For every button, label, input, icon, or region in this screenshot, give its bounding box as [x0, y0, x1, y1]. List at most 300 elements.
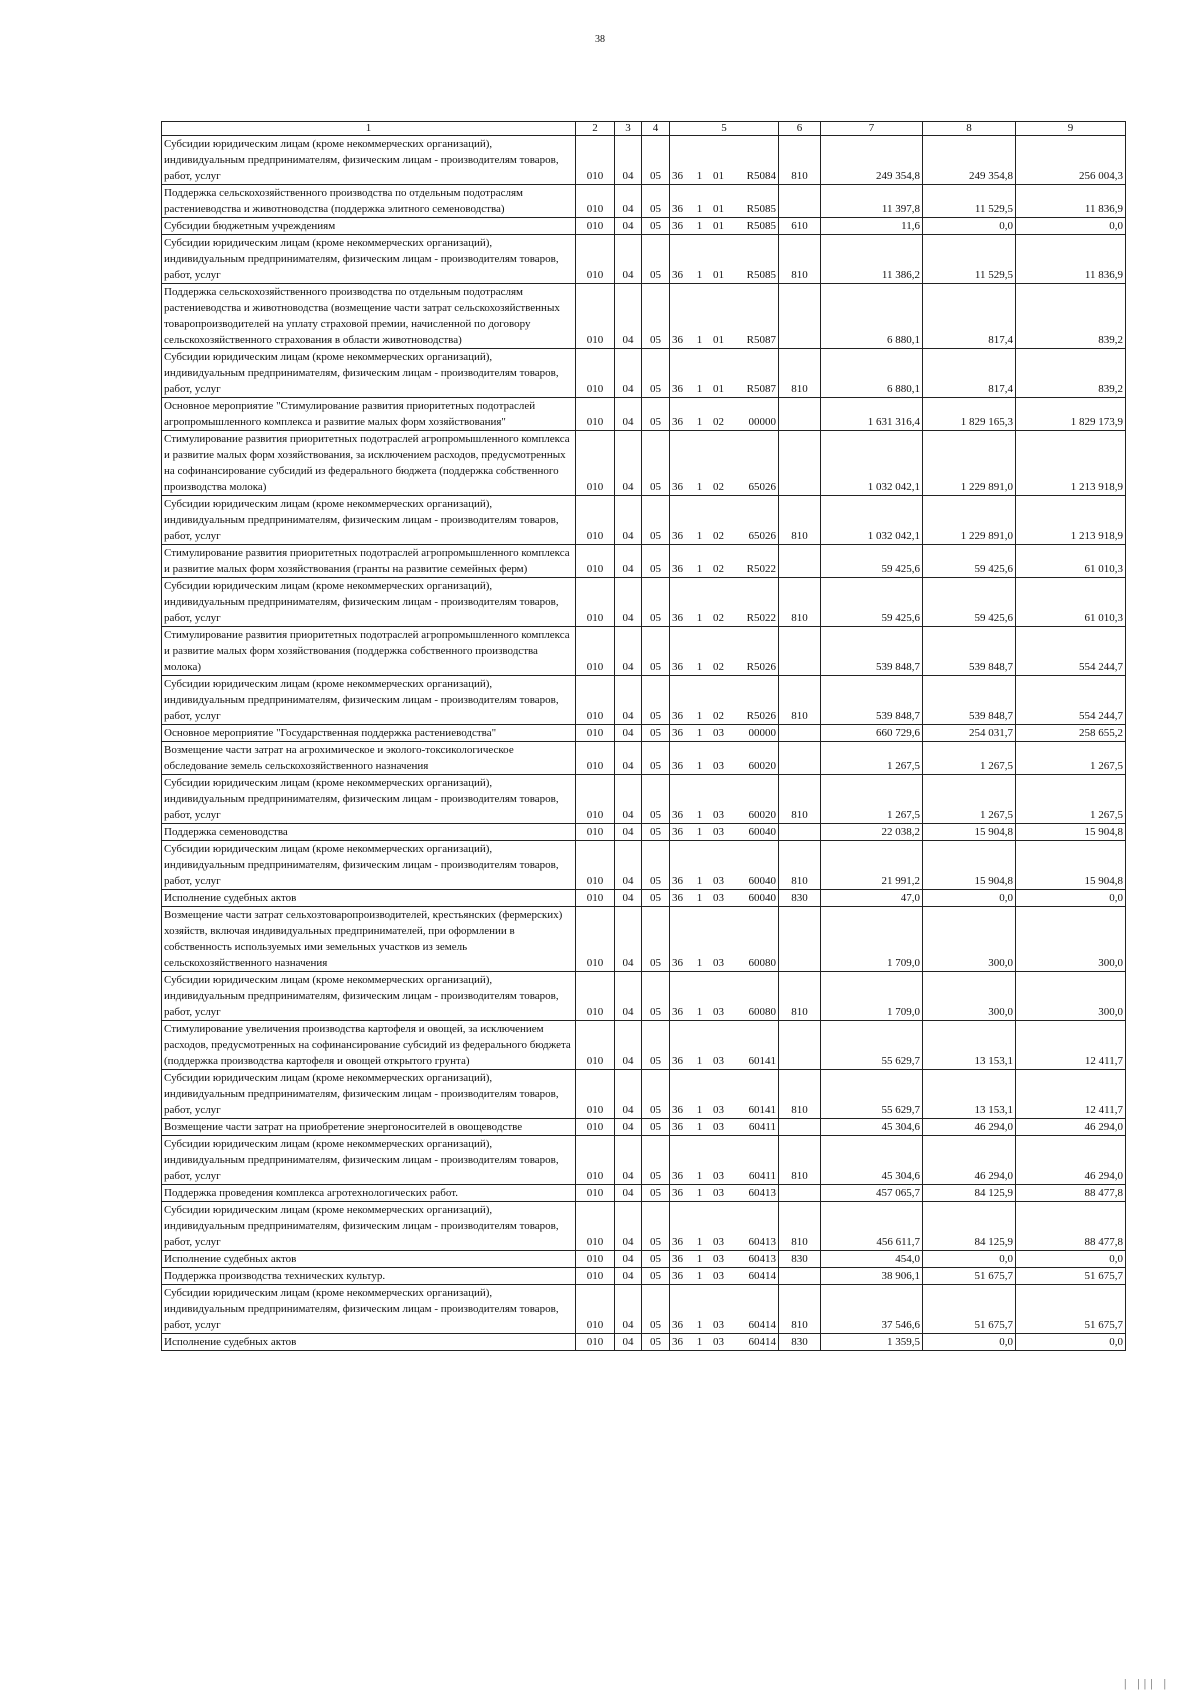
code-podrazdel: 05 [642, 742, 670, 775]
code-direction: 65026 [731, 496, 779, 545]
table-body [162, 136, 1126, 1351]
amount-year1: 454,0 [821, 1251, 923, 1268]
amount-year2: 11 529,5 [923, 185, 1016, 218]
amount-year1: 59 425,6 [821, 545, 923, 578]
code-grbs: 010 [576, 972, 615, 1021]
code-podrazdel: 05 [642, 1136, 670, 1185]
code-event: 03 [707, 1070, 731, 1119]
amount-year3: 61 010,3 [1016, 578, 1126, 627]
amount-year3: 258 655,2 [1016, 725, 1126, 742]
code-subprogram: 1 [693, 890, 707, 907]
header-cell: 2 [576, 122, 615, 136]
row-name: Поддержка сельскохозяйственного производства по отдельным подотраслям растениеводства и животноводства (возмещение части затрат сельскохозяйственных товаропроизводителей на уплату страховой премии, начисленной по договору сельскохозяйственного страхования в области животноводства) [162, 284, 576, 349]
amount-year3: 15 904,8 [1016, 841, 1126, 890]
amount-year2: 15 904,8 [923, 841, 1016, 890]
code-direction: R5026 [731, 676, 779, 725]
code-vid: 810 [779, 1136, 821, 1185]
code-subprogram: 1 [693, 742, 707, 775]
amount-year2: 539 848,7 [923, 676, 1016, 725]
amount-year3: 0,0 [1016, 890, 1126, 907]
row-name: Поддержка производства технических культур. [162, 1268, 576, 1285]
code-vid: 810 [779, 496, 821, 545]
code-direction: 60080 [731, 972, 779, 1021]
code-program: 36 [670, 1021, 693, 1070]
code-grbs: 010 [576, 775, 615, 824]
code-program: 36 [670, 284, 693, 349]
table-row [162, 1268, 1126, 1285]
code-program: 36 [670, 972, 693, 1021]
code-event: 02 [707, 496, 731, 545]
amount-year2: 51 675,7 [923, 1268, 1016, 1285]
amount-year1: 539 848,7 [821, 627, 923, 676]
code-event: 02 [707, 431, 731, 496]
code-subprogram: 1 [693, 398, 707, 431]
header-cell: 5 [670, 122, 779, 136]
code-podrazdel: 05 [642, 398, 670, 431]
code-grbs: 010 [576, 1070, 615, 1119]
code-direction: 60414 [731, 1334, 779, 1351]
amount-year2: 1 829 165,3 [923, 398, 1016, 431]
amount-year3: 1 267,5 [1016, 775, 1126, 824]
code-direction: R5026 [731, 627, 779, 676]
code-razdel: 04 [615, 627, 642, 676]
code-direction: 60413 [731, 1251, 779, 1268]
table-row [162, 349, 1126, 398]
code-program: 36 [670, 1285, 693, 1334]
row-name: Стимулирование развития приоритетных подотраслей агропромышленного комплекса и развитие малых форм хозяйствования, за исключением расходов, предусмотренных на софинансирование субсидий из федерального бюджета (поддержка собственного производства молока) [162, 431, 576, 496]
code-direction: 60411 [731, 1136, 779, 1185]
code-vid: 810 [779, 775, 821, 824]
amount-year3: 51 675,7 [1016, 1285, 1126, 1334]
scan-marks: | ||| | [1123, 1676, 1170, 1690]
code-direction: 00000 [731, 725, 779, 742]
row-name: Стимулирование развития приоритетных подотраслей агропромышленного комплекса и развитие малых форм хозяйствования (гранты на развитие семейных ферм) [162, 545, 576, 578]
code-razdel: 04 [615, 578, 642, 627]
code-vid: 810 [779, 841, 821, 890]
code-podrazdel: 05 [642, 349, 670, 398]
table-row [162, 235, 1126, 284]
code-grbs: 010 [576, 1185, 615, 1202]
code-vid [779, 1119, 821, 1136]
amount-year3: 88 477,8 [1016, 1202, 1126, 1251]
code-event: 02 [707, 398, 731, 431]
header-cell: 6 [779, 122, 821, 136]
code-podrazdel: 05 [642, 627, 670, 676]
amount-year1: 59 425,6 [821, 578, 923, 627]
table-row [162, 185, 1126, 218]
amount-year2: 1 267,5 [923, 742, 1016, 775]
amount-year1: 11 386,2 [821, 235, 923, 284]
code-subprogram: 1 [693, 1070, 707, 1119]
code-grbs: 010 [576, 725, 615, 742]
code-direction: 60414 [731, 1268, 779, 1285]
code-vid [779, 545, 821, 578]
code-program: 36 [670, 431, 693, 496]
code-podrazdel: 05 [642, 824, 670, 841]
code-vid [779, 1021, 821, 1070]
table-row [162, 431, 1126, 496]
amount-year1: 37 546,6 [821, 1285, 923, 1334]
code-razdel: 04 [615, 545, 642, 578]
code-podrazdel: 05 [642, 1202, 670, 1251]
amount-year2: 0,0 [923, 218, 1016, 235]
amount-year2: 15 904,8 [923, 824, 1016, 841]
code-subprogram: 1 [693, 136, 707, 185]
amount-year1: 11 397,8 [821, 185, 923, 218]
amount-year2: 300,0 [923, 907, 1016, 972]
code-razdel: 04 [615, 725, 642, 742]
code-razdel: 04 [615, 676, 642, 725]
amount-year2: 84 125,9 [923, 1185, 1016, 1202]
code-grbs: 010 [576, 1021, 615, 1070]
amount-year3: 0,0 [1016, 1334, 1126, 1351]
code-direction: 00000 [731, 398, 779, 431]
code-program: 36 [670, 218, 693, 235]
table-row [162, 398, 1126, 431]
code-razdel: 04 [615, 841, 642, 890]
code-podrazdel: 05 [642, 1185, 670, 1202]
code-direction: 60080 [731, 907, 779, 972]
amount-year1: 38 906,1 [821, 1268, 923, 1285]
code-razdel: 04 [615, 907, 642, 972]
amount-year1: 1 267,5 [821, 742, 923, 775]
code-event: 01 [707, 235, 731, 284]
code-razdel: 04 [615, 742, 642, 775]
code-program: 36 [670, 185, 693, 218]
code-vid: 810 [779, 1285, 821, 1334]
code-podrazdel: 05 [642, 284, 670, 349]
code-direction: R5085 [731, 185, 779, 218]
code-event: 02 [707, 627, 731, 676]
table-row [162, 1202, 1126, 1251]
code-vid: 810 [779, 972, 821, 1021]
code-event: 02 [707, 578, 731, 627]
code-subprogram: 1 [693, 725, 707, 742]
code-program: 36 [670, 676, 693, 725]
code-subprogram: 1 [693, 627, 707, 676]
code-vid: 830 [779, 890, 821, 907]
row-name: Субсидии юридическим лицам (кроме некоммерческих организаций), индивидуальным предпринимателям, физическим лицам - производителям товаров, работ, услуг [162, 841, 576, 890]
code-podrazdel: 05 [642, 185, 670, 218]
amount-year1: 6 880,1 [821, 284, 923, 349]
code-direction: 60040 [731, 824, 779, 841]
code-subprogram: 1 [693, 218, 707, 235]
table-row [162, 1070, 1126, 1119]
table-row [162, 1119, 1126, 1136]
code-podrazdel: 05 [642, 725, 670, 742]
code-program: 36 [670, 907, 693, 972]
code-direction: 60020 [731, 775, 779, 824]
code-vid: 830 [779, 1334, 821, 1351]
header-cell: 8 [923, 122, 1016, 136]
amount-year1: 1 359,5 [821, 1334, 923, 1351]
code-program: 36 [670, 1119, 693, 1136]
code-subprogram: 1 [693, 824, 707, 841]
code-razdel: 04 [615, 136, 642, 185]
code-grbs: 010 [576, 136, 615, 185]
code-event: 03 [707, 1334, 731, 1351]
amount-year3: 839,2 [1016, 284, 1126, 349]
header-cell: 4 [642, 122, 670, 136]
code-event: 03 [707, 1136, 731, 1185]
row-name: Субсидии юридическим лицам (кроме некоммерческих организаций), индивидуальным предпринимателям, физическим лицам - производителям товаров, работ, услуг [162, 136, 576, 185]
code-razdel: 04 [615, 1285, 642, 1334]
amount-year1: 22 038,2 [821, 824, 923, 841]
code-program: 36 [670, 775, 693, 824]
code-podrazdel: 05 [642, 890, 670, 907]
code-direction: R5087 [731, 349, 779, 398]
code-podrazdel: 05 [642, 1268, 670, 1285]
amount-year1: 457 065,7 [821, 1185, 923, 1202]
amount-year2: 1 229 891,0 [923, 431, 1016, 496]
amount-year2: 59 425,6 [923, 545, 1016, 578]
row-name: Субсидии юридическим лицам (кроме некоммерческих организаций), индивидуальным предпринимателям, физическим лицам - производителям товаров, работ, услуг [162, 775, 576, 824]
code-vid [779, 1185, 821, 1202]
code-subprogram: 1 [693, 676, 707, 725]
amount-year3: 46 294,0 [1016, 1136, 1126, 1185]
amount-year1: 45 304,6 [821, 1119, 923, 1136]
code-grbs: 010 [576, 349, 615, 398]
code-razdel: 04 [615, 972, 642, 1021]
code-subprogram: 1 [693, 1285, 707, 1334]
code-vid [779, 398, 821, 431]
amount-year3: 1 267,5 [1016, 742, 1126, 775]
code-razdel: 04 [615, 824, 642, 841]
code-program: 36 [670, 841, 693, 890]
amount-year3: 0,0 [1016, 218, 1126, 235]
table-row [162, 725, 1126, 742]
table-row [162, 824, 1126, 841]
table-row [162, 218, 1126, 235]
code-grbs: 010 [576, 824, 615, 841]
code-program: 36 [670, 349, 693, 398]
code-vid [779, 185, 821, 218]
code-program: 36 [670, 578, 693, 627]
code-podrazdel: 05 [642, 676, 670, 725]
code-grbs: 010 [576, 890, 615, 907]
row-name: Субсидии юридическим лицам (кроме некоммерческих организаций), индивидуальным предпринимателям, физическим лицам - производителям товаров, работ, услуг [162, 496, 576, 545]
code-razdel: 04 [615, 1070, 642, 1119]
row-name: Субсидии юридическим лицам (кроме некоммерческих организаций), индивидуальным предпринимателям, физическим лицам - производителям товаров, работ, услуг [162, 972, 576, 1021]
code-direction: 60020 [731, 742, 779, 775]
code-event: 03 [707, 1021, 731, 1070]
amount-year2: 51 675,7 [923, 1285, 1016, 1334]
code-program: 36 [670, 496, 693, 545]
amount-year3: 0,0 [1016, 1251, 1126, 1268]
amount-year3: 839,2 [1016, 349, 1126, 398]
code-vid: 810 [779, 578, 821, 627]
code-grbs: 010 [576, 742, 615, 775]
amount-year3: 554 244,7 [1016, 676, 1126, 725]
table-row [162, 1285, 1126, 1334]
amount-year1: 1 631 316,4 [821, 398, 923, 431]
code-razdel: 04 [615, 1119, 642, 1136]
code-subprogram: 1 [693, 1251, 707, 1268]
code-subprogram: 1 [693, 545, 707, 578]
code-direction: 60141 [731, 1021, 779, 1070]
amount-year2: 1 229 891,0 [923, 496, 1016, 545]
row-name: Субсидии юридическим лицам (кроме некоммерческих организаций), индивидуальным предпринимателям, физическим лицам - производителям товаров, работ, услуг [162, 1285, 576, 1334]
amount-year3: 12 411,7 [1016, 1021, 1126, 1070]
code-vid: 810 [779, 136, 821, 185]
code-vid: 810 [779, 349, 821, 398]
code-program: 36 [670, 890, 693, 907]
code-subprogram: 1 [693, 972, 707, 1021]
header-cell: 9 [1016, 122, 1126, 136]
amount-year3: 12 411,7 [1016, 1070, 1126, 1119]
row-name: Исполнение судебных актов [162, 890, 576, 907]
amount-year2: 84 125,9 [923, 1202, 1016, 1251]
code-razdel: 04 [615, 431, 642, 496]
code-podrazdel: 05 [642, 545, 670, 578]
code-grbs: 010 [576, 676, 615, 725]
code-grbs: 010 [576, 545, 615, 578]
code-vid: 810 [779, 676, 821, 725]
amount-year1: 6 880,1 [821, 349, 923, 398]
code-grbs: 010 [576, 1334, 615, 1351]
code-program: 36 [670, 1202, 693, 1251]
code-program: 36 [670, 824, 693, 841]
code-event: 03 [707, 1268, 731, 1285]
code-vid: 610 [779, 218, 821, 235]
code-razdel: 04 [615, 218, 642, 235]
code-event: 02 [707, 676, 731, 725]
amount-year2: 0,0 [923, 890, 1016, 907]
table-row [162, 907, 1126, 972]
code-direction: 60413 [731, 1202, 779, 1251]
amount-year1: 1 032 042,1 [821, 431, 923, 496]
amount-year1: 1 267,5 [821, 775, 923, 824]
code-subprogram: 1 [693, 1202, 707, 1251]
code-razdel: 04 [615, 890, 642, 907]
table-row [162, 284, 1126, 349]
code-grbs: 010 [576, 1285, 615, 1334]
code-razdel: 04 [615, 235, 642, 284]
code-direction: 60413 [731, 1185, 779, 1202]
code-grbs: 010 [576, 627, 615, 676]
code-program: 36 [670, 742, 693, 775]
amount-year2: 59 425,6 [923, 578, 1016, 627]
amount-year2: 46 294,0 [923, 1119, 1016, 1136]
code-razdel: 04 [615, 349, 642, 398]
code-event: 03 [707, 1285, 731, 1334]
amount-year3: 300,0 [1016, 972, 1126, 1021]
row-name: Основное мероприятие "Государственная поддержка растениеводства" [162, 725, 576, 742]
code-subprogram: 1 [693, 349, 707, 398]
row-name: Возмещение части затрат сельхозтоваропроизводителей, крестьянских (фермерских) хозяйств, включая индивидуальных предпринимателей, при оформлении в собственность используемых ими земельных участков из земель сельскохозяйственного назначения [162, 907, 576, 972]
amount-year3: 1 213 918,9 [1016, 496, 1126, 545]
amount-year1: 55 629,7 [821, 1070, 923, 1119]
code-grbs: 010 [576, 1202, 615, 1251]
code-razdel: 04 [615, 185, 642, 218]
table-row [162, 676, 1126, 725]
code-razdel: 04 [615, 1334, 642, 1351]
code-program: 36 [670, 627, 693, 676]
code-subprogram: 1 [693, 496, 707, 545]
code-vid [779, 1268, 821, 1285]
code-direction: 60141 [731, 1070, 779, 1119]
amount-year2: 300,0 [923, 972, 1016, 1021]
code-podrazdel: 05 [642, 1021, 670, 1070]
amount-year1: 11,6 [821, 218, 923, 235]
code-program: 36 [670, 1136, 693, 1185]
code-subprogram: 1 [693, 1136, 707, 1185]
row-name: Субсидии юридическим лицам (кроме некоммерческих организаций), индивидуальным предпринимателям, физическим лицам - производителям товаров, работ, услуг [162, 1136, 576, 1185]
amount-year3: 300,0 [1016, 907, 1126, 972]
code-podrazdel: 05 [642, 1285, 670, 1334]
code-grbs: 010 [576, 431, 615, 496]
code-vid [779, 725, 821, 742]
code-podrazdel: 05 [642, 218, 670, 235]
code-direction: R5084 [731, 136, 779, 185]
code-program: 36 [670, 1251, 693, 1268]
amount-year1: 660 729,6 [821, 725, 923, 742]
code-subprogram: 1 [693, 578, 707, 627]
amount-year1: 45 304,6 [821, 1136, 923, 1185]
row-name: Субсидии юридическим лицам (кроме некоммерческих организаций), индивидуальным предпринимателям, физическим лицам - производителям товаров, работ, услуг [162, 578, 576, 627]
code-grbs: 010 [576, 841, 615, 890]
table-row [162, 972, 1126, 1021]
code-subprogram: 1 [693, 1185, 707, 1202]
amount-year3: 15 904,8 [1016, 824, 1126, 841]
row-name: Субсидии юридическим лицам (кроме некоммерческих организаций), индивидуальным предпринимателям, физическим лицам - производителям товаров, работ, услуг [162, 235, 576, 284]
code-grbs: 010 [576, 235, 615, 284]
code-event: 01 [707, 218, 731, 235]
row-name: Стимулирование развития приоритетных подотраслей агропромышленного комплекса и развитие малых форм хозяйствования (поддержка собственного производства молока) [162, 627, 576, 676]
code-subprogram: 1 [693, 1021, 707, 1070]
row-name: Субсидии юридическим лицам (кроме некоммерческих организаций), индивидуальным предпринимателям, физическим лицам - производителям товаров, работ, услуг [162, 1070, 576, 1119]
row-name: Основное мероприятие "Стимулирование развития приоритетных подотраслей агропромышленного комплекса и развитие малых форм хозяйствования" [162, 398, 576, 431]
header-cell: 1 [162, 122, 576, 136]
table-row [162, 136, 1126, 185]
amount-year3: 88 477,8 [1016, 1185, 1126, 1202]
amount-year2: 0,0 [923, 1251, 1016, 1268]
code-direction: 60040 [731, 890, 779, 907]
row-name: Возмещение части затрат на приобретение энергоносителей в овощеводстве [162, 1119, 576, 1136]
code-event: 01 [707, 185, 731, 218]
table-row [162, 1136, 1126, 1185]
amount-year2: 817,4 [923, 284, 1016, 349]
table-row [162, 496, 1126, 545]
code-razdel: 04 [615, 775, 642, 824]
row-name: Исполнение судебных актов [162, 1334, 576, 1351]
code-subprogram: 1 [693, 1268, 707, 1285]
row-name: Субсидии бюджетным учреждениям [162, 218, 576, 235]
amount-year1: 47,0 [821, 890, 923, 907]
code-program: 36 [670, 725, 693, 742]
row-name: Возмещение части затрат на агрохимическое и эколого-токсикологическое обследование земель сельскохозяйственного назначения [162, 742, 576, 775]
code-program: 36 [670, 545, 693, 578]
code-podrazdel: 05 [642, 841, 670, 890]
code-razdel: 04 [615, 1136, 642, 1185]
code-grbs: 010 [576, 1268, 615, 1285]
row-name: Субсидии юридическим лицам (кроме некоммерческих организаций), индивидуальным предпринимателям, физическим лицам - производителям товаров, работ, услуг [162, 349, 576, 398]
code-program: 36 [670, 398, 693, 431]
code-grbs: 010 [576, 218, 615, 235]
code-vid [779, 627, 821, 676]
row-name: Исполнение судебных актов [162, 1251, 576, 1268]
code-podrazdel: 05 [642, 1119, 670, 1136]
code-subprogram: 1 [693, 235, 707, 284]
amount-year2: 249 354,8 [923, 136, 1016, 185]
code-program: 36 [670, 1334, 693, 1351]
amount-year3: 51 675,7 [1016, 1268, 1126, 1285]
table-row [162, 627, 1126, 676]
header-row [162, 122, 1126, 136]
code-grbs: 010 [576, 1136, 615, 1185]
code-program: 36 [670, 1070, 693, 1119]
code-direction: R5085 [731, 218, 779, 235]
